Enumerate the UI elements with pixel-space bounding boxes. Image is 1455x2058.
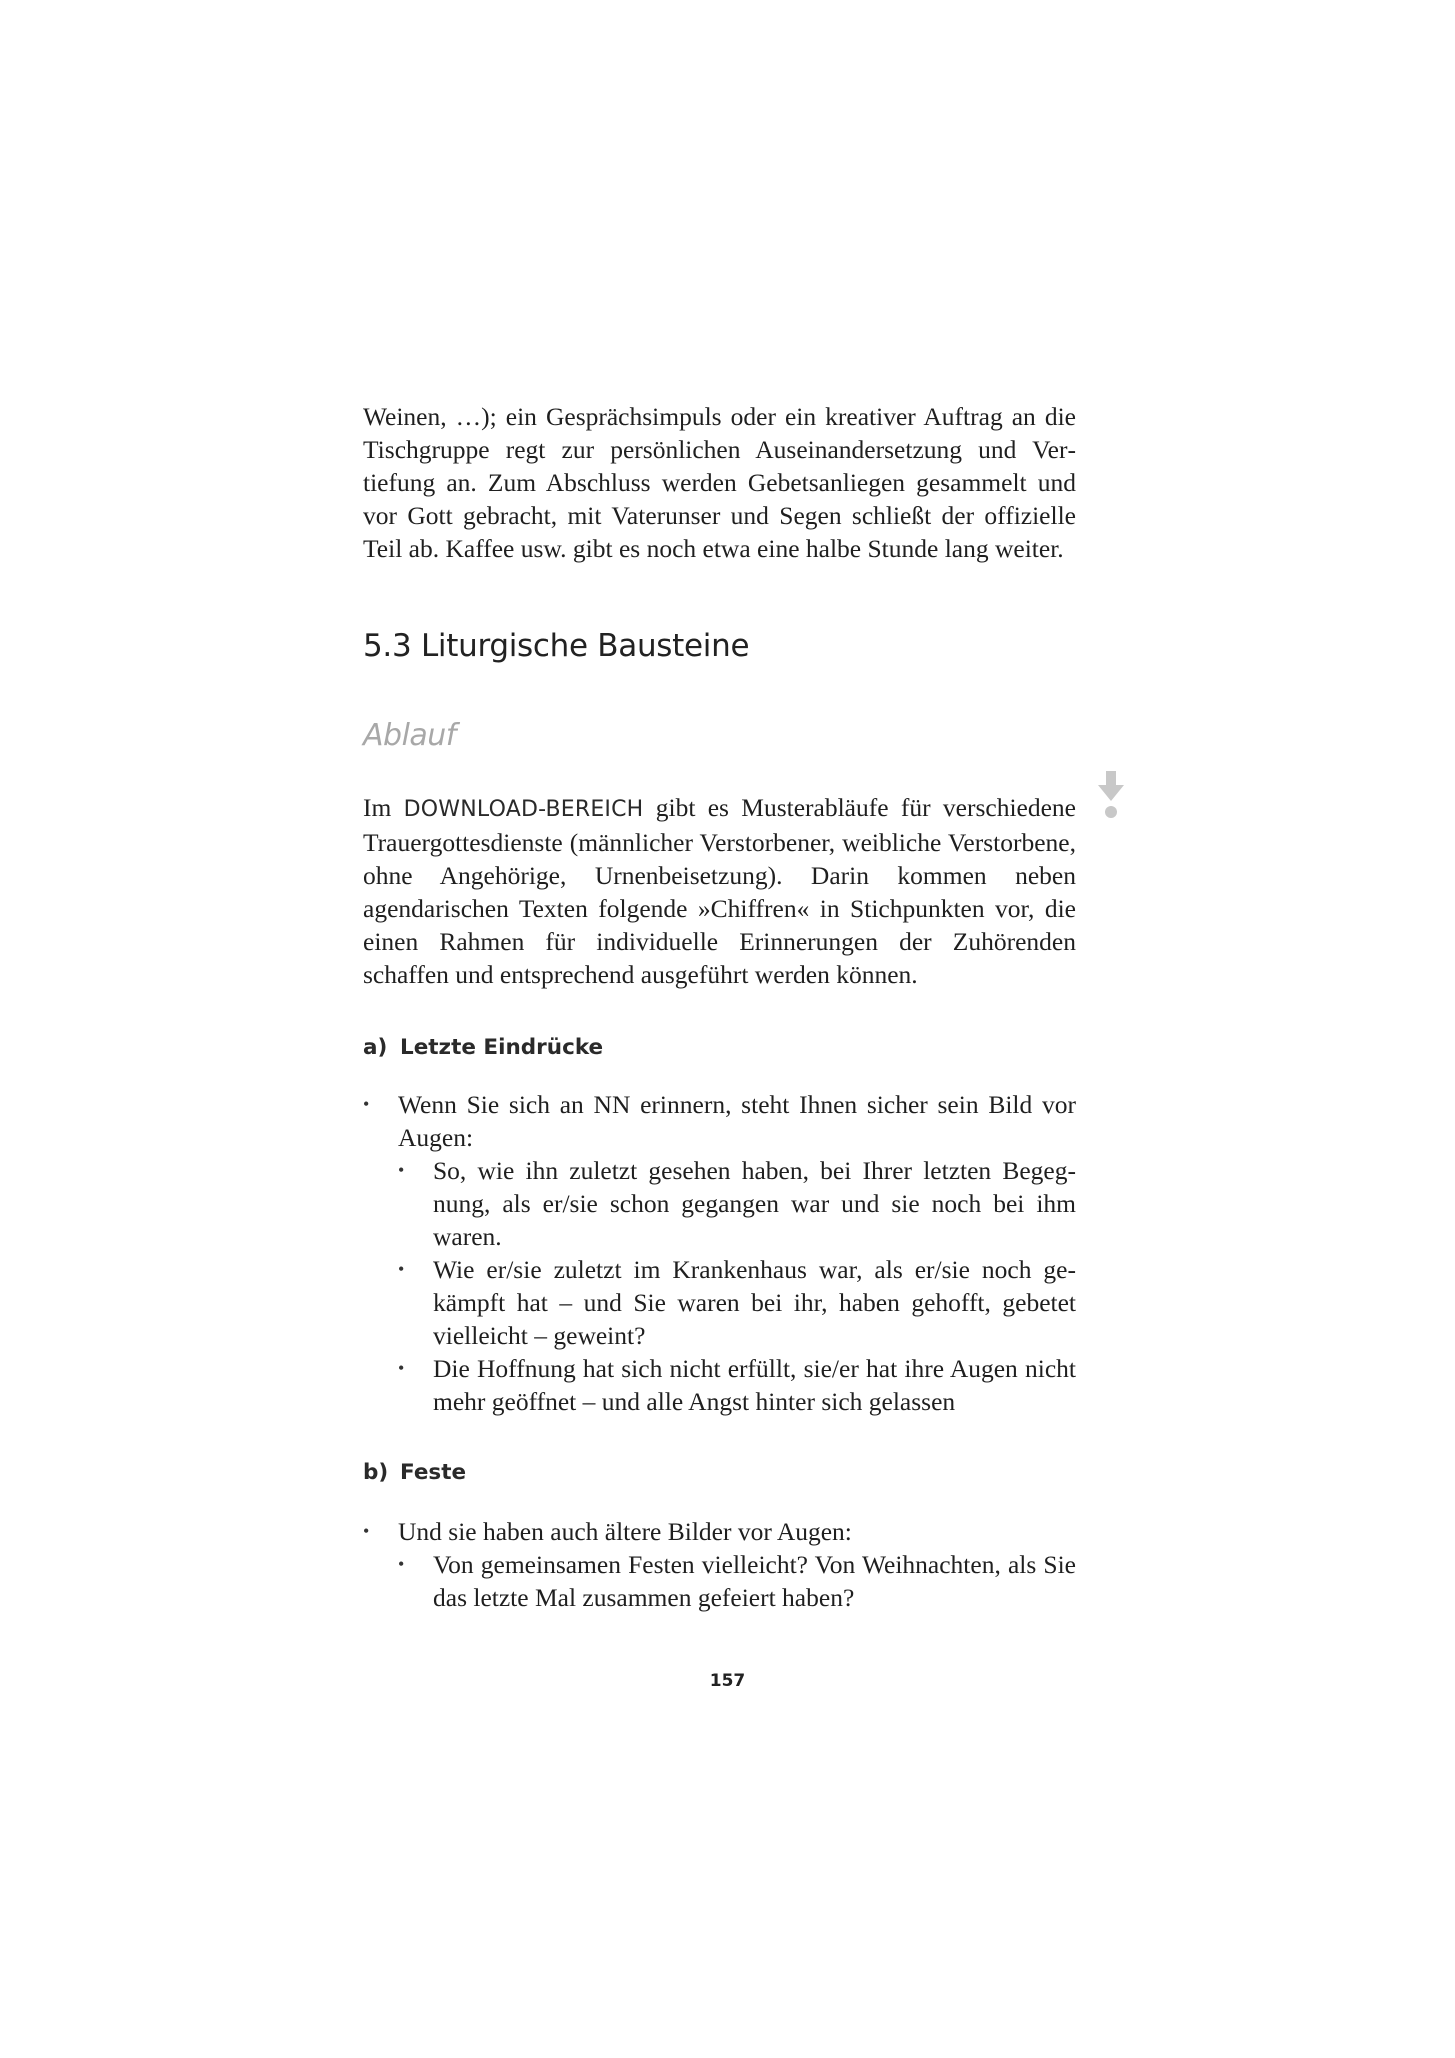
part-a-letter: a) <box>363 1035 388 1060</box>
page-number: 157 <box>709 1671 746 1691</box>
part-b-list <box>363 1515 1076 1614</box>
list-item <box>363 1515 1076 1614</box>
part-a-title: Letzte Eindrücke <box>400 1035 604 1060</box>
part-b-heading <box>363 1460 466 1485</box>
ablauf-prefix: Im <box>363 793 404 822</box>
part-a-list <box>363 1088 1076 1418</box>
list-item: • Die Hoffnung hat sich nicht erfüllt, sie/er hat ihre Augen nicht mehr geöffnet – und alle Angst hinter sich gelassen <box>398 1352 1076 1418</box>
part-b-sublist <box>398 1548 1076 1614</box>
part-a-heading <box>363 1035 603 1060</box>
ablauf-paragraph <box>363 791 1076 991</box>
part-b-title: Feste <box>400 1460 467 1485</box>
list-item: • Wie er/sie zuletzt im Krankenhaus war, als er/sie noch gekämpft hat – und Sie waren bei ihr, haben gehofft, gebetet vielleicht – geweint? <box>398 1253 1076 1352</box>
part-a-sublist <box>398 1154 1076 1418</box>
list-item: • So, wie ihn zuletzt gesehen haben, bei Ihrer letzten Begegnung, als er/sie schon gegangen war und sie noch bei ihm waren. <box>398 1154 1076 1253</box>
section-title: 5.3 Liturgische Bausteine <box>363 628 750 664</box>
download-arrow-icon <box>1096 771 1126 821</box>
part-a-bullet-text: Wenn Sie sich an NN erinnern, steht Ihnen sicher sein Bild vor Augen: <box>398 1090 1076 1152</box>
list-item: • Von gemeinsamen Festen vielleicht? Von Weihnachten, als Sie das letzte Mal zusammen gefeiert haben? <box>398 1548 1076 1614</box>
ablauf-heading: Ablauf <box>363 718 456 753</box>
intro-paragraph: Weinen, …); ein Gesprächsimpuls oder ein kreativer Auftrag an die Tischgruppe regt zur persönlichen Auseinandersetzung und Vertiefung an. Zum Abschluss werden Gebetsanliegen gesammelt und vor Gott gebracht, mit Vaterunser und Segen schließt der offizielle Teil ab. Kaffee usw. gibt es noch etwa eine halbe Stunde lang weiter. <box>363 402 1076 563</box>
ablauf-text: gibt es Musterabläufe für verschiedene Trauergottesdienste (männlicher Verstorbener, weibliche Verstorbene, ohne Angehörige, Urnenbeisetzung). Darin kommen neben agendarischen Texten folgende »Chiffren« in Stichpunkten vor, die einen Rahmen für individuelle Erinnerungen der Zuhörenden schaffen und entsprechend ausgeführt werden können. <box>363 793 1076 989</box>
part-b-letter: b) <box>363 1460 389 1485</box>
download-area-label: DOWNLOAD-BEREICH <box>403 797 644 822</box>
list-item <box>363 1088 1076 1418</box>
part-b-bullet-text: Und sie haben auch ältere Bilder vor Augen: <box>398 1517 852 1546</box>
